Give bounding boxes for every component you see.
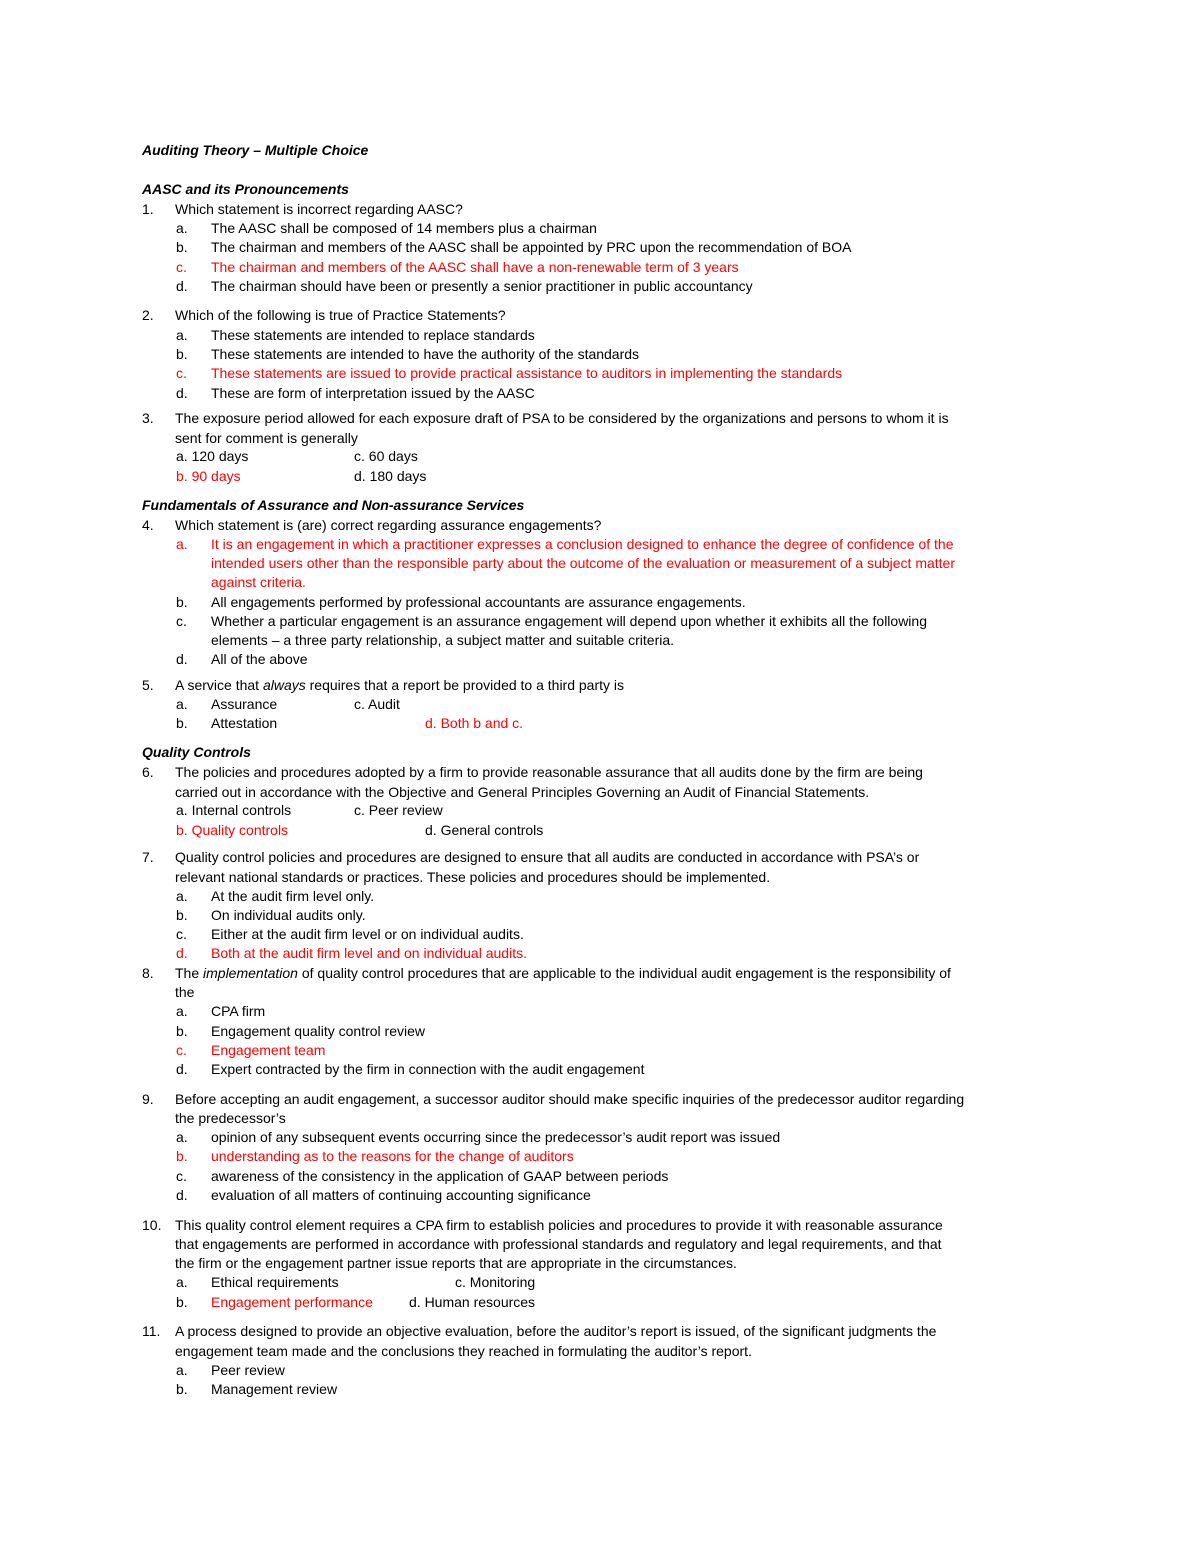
text-line: the bbox=[175, 984, 195, 1000]
section-heading: AASC and its Pronouncements bbox=[142, 181, 349, 197]
option-letter: c. bbox=[176, 1042, 187, 1058]
text-line: CPA firm bbox=[211, 1003, 266, 1019]
question-text: Quality control policies and procedures are designed to ensure that all audits are conducted in accordance with PSA’s or bbox=[175, 849, 920, 865]
option-letter: b. bbox=[176, 346, 188, 362]
question-text: This quality control element requires a CPA firm to establish policies and procedures to provide it with reasonable assurance bbox=[175, 1217, 943, 1233]
text-line: These are form of interpretation issued by the AASC bbox=[211, 385, 535, 401]
correct-option: b. 90 days bbox=[176, 468, 241, 484]
question-text: sent for comment is generally bbox=[175, 430, 358, 446]
option-letter: b. bbox=[176, 239, 188, 255]
text-line: Whether a particular engagement is an assurance engagement will depend upon whether it exhibits all the following bbox=[211, 613, 927, 629]
text-line: implementation bbox=[203, 965, 298, 981]
option-letter: d. bbox=[176, 385, 188, 401]
text-line: The chairman should have been or presently a senior practitioner in public accountancy bbox=[211, 278, 753, 294]
text-line: of quality control procedures that are applicable to the individual audit engagement is the responsibility of bbox=[297, 965, 951, 981]
option: c. Monitoring bbox=[455, 1274, 536, 1290]
document-title: Auditing Theory – Multiple Choice bbox=[142, 142, 369, 158]
text-line: Ethical requirements bbox=[211, 1274, 339, 1290]
question-number: 2. bbox=[142, 307, 154, 323]
option-letter: d. bbox=[176, 1187, 188, 1203]
text-line: All of the above bbox=[211, 651, 308, 667]
question-number: 6. bbox=[142, 764, 154, 780]
question-text bbox=[175, 964, 1060, 983]
text-line: relevant national standards or practices. These policies and procedures should be implemented. bbox=[175, 869, 771, 885]
option-letter: a. bbox=[176, 888, 188, 904]
text-line: The chairman and members of the AASC shall have a non-renewable term of 3 years bbox=[211, 259, 739, 275]
option-letter: a. bbox=[176, 536, 188, 552]
question-number: 7. bbox=[142, 849, 154, 865]
option: c. Audit bbox=[354, 696, 400, 712]
option-letter: a. bbox=[176, 1362, 188, 1378]
option-letter: c. bbox=[176, 613, 187, 629]
text-line: Management review bbox=[211, 1381, 338, 1397]
option: c. 60 days bbox=[354, 448, 418, 464]
option-letter: c. bbox=[176, 259, 187, 275]
section-heading: Quality Controls bbox=[142, 744, 251, 760]
text-line: Attestation bbox=[211, 715, 278, 731]
option-letter: a. bbox=[176, 1274, 188, 1290]
option-letter: a. bbox=[176, 327, 188, 343]
option-letter: d. bbox=[176, 945, 188, 961]
question-number: 8. bbox=[142, 965, 154, 981]
option-letter: a. bbox=[176, 220, 188, 236]
text-line: It is an engagement in which a practitioner expresses a conclusion designed to enhance the degree of confidence of the bbox=[211, 536, 954, 552]
question-text: Which statement is incorrect regarding AASC? bbox=[175, 201, 463, 217]
section-heading: Fundamentals of Assurance and Non-assurance Services bbox=[142, 497, 525, 513]
question-number: 9. bbox=[142, 1091, 154, 1107]
option: a. Internal controls bbox=[176, 802, 292, 818]
question-number: 5. bbox=[142, 677, 154, 693]
text-line: Both at the audit firm level and on individual audits. bbox=[211, 945, 527, 961]
option-letter: d. bbox=[176, 651, 188, 667]
text-line: Peer review bbox=[211, 1362, 285, 1378]
text-line: The AASC shall be composed of 14 members plus a chairman bbox=[211, 220, 597, 236]
option-letter: c. bbox=[176, 1168, 187, 1184]
text-line: Expert contracted by the firm in connection with the audit engagement bbox=[211, 1061, 645, 1077]
option-letter: a. bbox=[176, 1003, 188, 1019]
question-number: 1. bbox=[142, 201, 154, 217]
text-line: carried out in accordance with the Objective and General Principles Governing an Audit of Financial Statements. bbox=[175, 784, 870, 800]
option-letter: c. bbox=[176, 365, 187, 381]
text-line: evaluation of all matters of continuing accounting significance bbox=[211, 1187, 591, 1203]
question-text: Which of the following is true of Practice Statements? bbox=[175, 307, 506, 323]
text-line: the predecessor’s bbox=[175, 1110, 286, 1126]
text-line: elements – a three party relationship, a subject matter and suitable criteria. bbox=[211, 632, 675, 648]
question-number: 3. bbox=[142, 410, 154, 426]
text-line: engagement team made and the conclusions they reached in formulating the auditor’s report. bbox=[175, 1343, 752, 1359]
text-line: These statements are issued to provide practical assistance to auditors in implementing the standards bbox=[211, 365, 843, 381]
option-letter: c. bbox=[176, 926, 187, 942]
text-line: On individual audits only. bbox=[211, 907, 366, 923]
text-line: awareness of the consistency in the application of GAAP between periods bbox=[211, 1168, 669, 1184]
correct-option: b. Quality controls bbox=[176, 822, 289, 838]
question-number: 11. bbox=[142, 1323, 161, 1339]
option-letter: d. bbox=[176, 1061, 188, 1077]
question-text: The exposure period allowed for each exposure draft of PSA to be considered by the organizations and persons to whom it is bbox=[175, 410, 949, 426]
option-letter: b. bbox=[176, 1381, 188, 1397]
option: d. General controls bbox=[425, 822, 544, 838]
text-line: intended users other than the responsible party about the outcome of the evaluation or measurement of a subject matter bbox=[211, 555, 956, 571]
option: a. 120 days bbox=[176, 448, 249, 464]
question-number: 10. bbox=[142, 1217, 162, 1233]
text-line: against criteria. bbox=[211, 574, 306, 590]
text-line: Assurance bbox=[211, 696, 278, 712]
option-letter: b. bbox=[176, 594, 188, 610]
text-line: opinion of any subsequent events occurring since the predecessor’s audit report was issued bbox=[211, 1129, 781, 1145]
option-letter: b. bbox=[176, 907, 188, 923]
text-line: Either at the audit firm level or on individual audits. bbox=[211, 926, 524, 942]
question-text: The policies and procedures adopted by a firm to provide reasonable assurance that all audits done by the firm are being bbox=[175, 764, 923, 780]
option-letter: b. bbox=[176, 1148, 188, 1164]
question-text: Before accepting an audit engagement, a successor auditor should make specific inquiries of the predecessor auditor regarding bbox=[175, 1091, 965, 1107]
option: d. 180 days bbox=[354, 468, 427, 484]
text-line: always bbox=[262, 677, 306, 693]
text-line: These statements are intended to replace standards bbox=[211, 327, 535, 343]
correct-option: d. Both b and c. bbox=[425, 715, 524, 731]
text-line: At the audit firm level only. bbox=[211, 888, 375, 904]
question-number: 4. bbox=[142, 517, 154, 533]
option: c. Peer review bbox=[354, 802, 443, 818]
option: d. Human resources bbox=[409, 1294, 536, 1310]
text-line: All engagements performed by professional accountants are assurance engagements. bbox=[211, 594, 746, 610]
option-letter: b. bbox=[176, 715, 188, 731]
text-line: the firm or the engagement partner issue reports that are appropriate in the circumstances. bbox=[175, 1255, 737, 1271]
option-letter: a. bbox=[176, 696, 188, 712]
question-text: Which statement is (are) correct regarding assurance engagements? bbox=[175, 517, 602, 533]
text-line: requires that a report be provided to a third party is bbox=[305, 677, 625, 693]
question-text: A process designed to provide an objective evaluation, before the auditor’s report is issued, of the significant judgments the bbox=[175, 1323, 937, 1339]
text-line: that engagements are performed in accordance with professional standards and regulatory and legal requirements, and that bbox=[175, 1236, 942, 1252]
text-line: Engagement quality control review bbox=[211, 1023, 426, 1039]
text-line: Engagement team bbox=[211, 1042, 326, 1058]
option-letter: b. bbox=[176, 1023, 188, 1039]
question-text bbox=[175, 676, 1060, 695]
text-line: understanding as to the reasons for the change of auditors bbox=[211, 1148, 574, 1164]
correct-option: Engagement performance bbox=[211, 1294, 373, 1310]
option-letter: b. bbox=[176, 1294, 188, 1310]
text-line: A service that bbox=[175, 677, 263, 693]
text-line: These statements are intended to have the authority of the standards bbox=[211, 346, 640, 362]
text-line: The chairman and members of the AASC shall be appointed by PRC upon the recommendation of BOA bbox=[211, 239, 852, 255]
option-letter: a. bbox=[176, 1129, 188, 1145]
option-letter: d. bbox=[176, 278, 188, 294]
text-line: The bbox=[175, 965, 204, 981]
